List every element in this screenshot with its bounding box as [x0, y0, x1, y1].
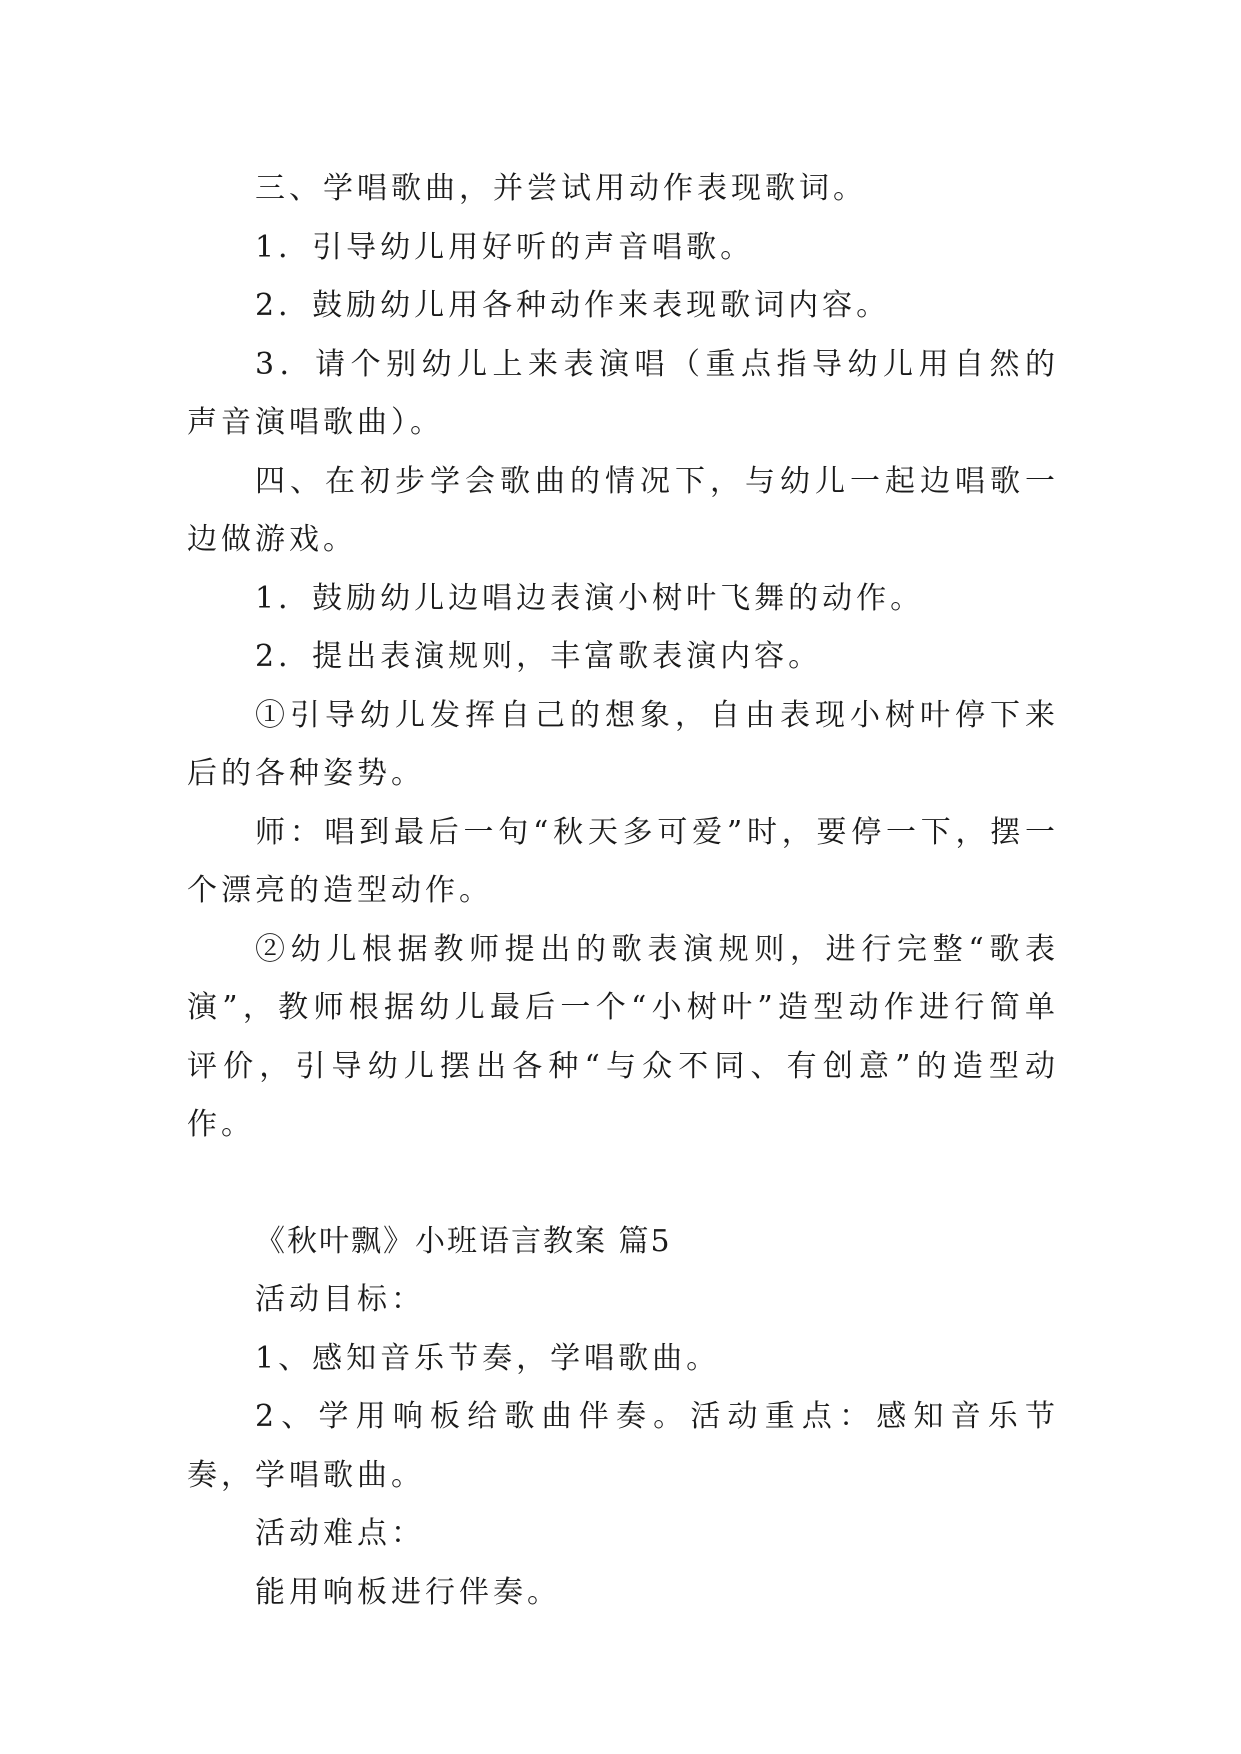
section-three-item-2: 2．鼓励幼儿用各种动作来表现歌词内容。	[255, 288, 891, 323]
section-four-subitem-1: ①引导幼儿发挥自己的想象，自由表现小树叶停下来后的各种姿势。	[187, 697, 1059, 791]
difficulty-label: 活动难点：	[255, 1516, 425, 1551]
goal-1: 1、感知音乐节奏，学唱歌曲。	[255, 1340, 721, 1376]
lesson-title: 《秋叶飘》小班语言教案 篇5	[255, 1223, 672, 1259]
section-four-item-2: 2．提出表演规则，丰富歌表演内容。	[255, 639, 823, 674]
difficulty-text: 能用响板进行伴奏。	[255, 1574, 561, 1610]
teacher-line: 师：唱到最后一句“秋天多可爱”时，要停一下，摆一个漂亮的造型动作。	[187, 814, 1059, 908]
section-four-subitem-2: ②幼儿根据教师提出的歌表演规则，进行完整“歌表演”，教师根据幼儿最后一个“小树叶”造型动作进行简单评价，引导幼儿摆出各种“与众不同、有创意”的造型动作。	[187, 931, 1059, 1142]
section-four-heading: 四、在初步学会歌曲的情况下，与幼儿一起边唱歌一边做游戏。	[187, 463, 1059, 557]
section-four-item-1: 1．鼓励幼儿边唱边表演小树叶飞舞的动作。	[255, 580, 925, 616]
goals-label: 活动目标：	[255, 1282, 425, 1317]
section-three-item-1: 1．引导幼儿用好听的声音唱歌。	[255, 229, 755, 265]
document-body	[187, 160, 1059, 1622]
goal-2: 2、学用响板给歌曲伴奏。活动重点：感知音乐节奏，学唱歌曲。	[187, 1399, 1059, 1493]
section-three-item-3: 3．请个别幼儿上来表演唱（重点指导幼儿用自然的声音演唱歌曲）。	[187, 346, 1059, 440]
section-three-heading: 三、学唱歌曲，并尝试用动作表现歌词。	[255, 171, 867, 206]
section-gap	[187, 1155, 1059, 1213]
